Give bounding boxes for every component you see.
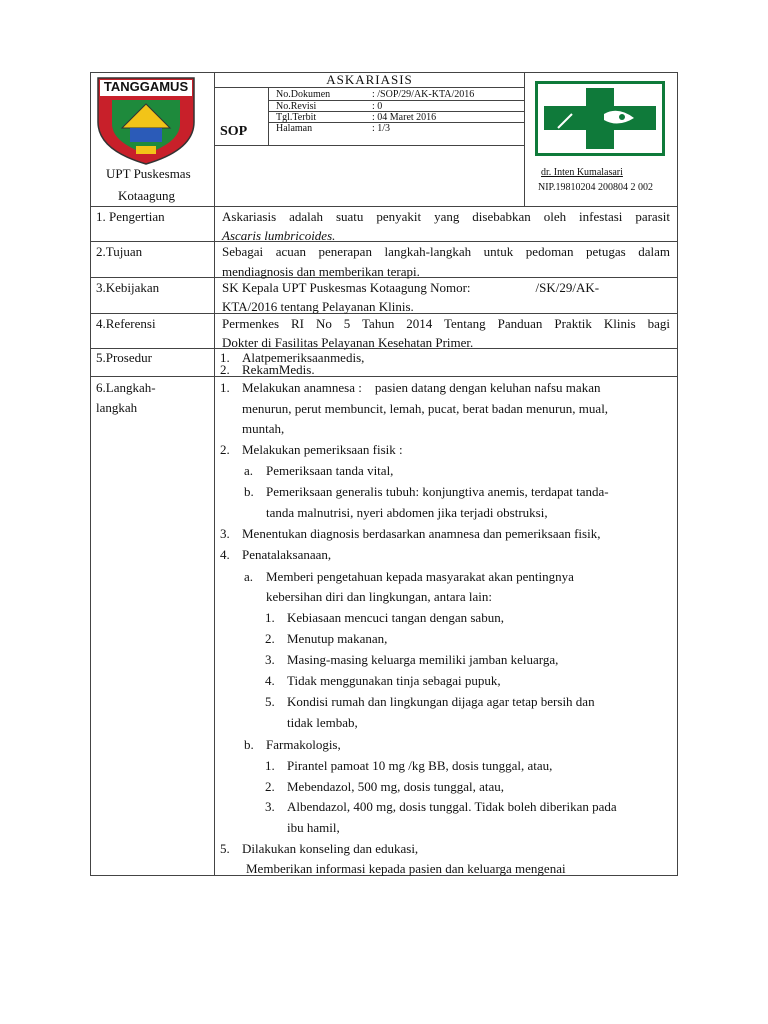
list-marker: 4. bbox=[265, 673, 275, 688]
tujuan-text: Sebagai acuan penerapan langkah-langkah untuk pedoman petugas dalam bbox=[222, 244, 670, 259]
referensi-text: Permenkes RI No 5 Tahun 2014 Tentang Panduan Praktik Klinis bagi bbox=[222, 316, 670, 331]
list-marker: 2. bbox=[265, 631, 275, 646]
meta-value: : 0 bbox=[372, 101, 383, 112]
puskesmas-logo bbox=[535, 81, 665, 156]
meta-label: No.Dokumen bbox=[276, 89, 331, 100]
step-text: Masing-masing keluarga memiliki jamban keluarga, bbox=[287, 652, 559, 667]
list-marker: a. bbox=[244, 569, 254, 584]
step-text: Albendazol, 400 mg, dosis tunggal. Tidak boleh diberikan pada bbox=[287, 799, 617, 814]
list-marker: 1. bbox=[220, 350, 230, 365]
step-text: muntah, bbox=[242, 421, 285, 436]
step-text: Pemeriksaan generalis tubuh: konjungtiva anemis, terdapat tanda- bbox=[266, 484, 609, 499]
org-name-line2: Kotaagung bbox=[118, 188, 176, 203]
meta-label: Tgl.Terbit bbox=[276, 112, 317, 123]
step-text: menurun, perut membuncit, lemah, pucat, berat badan menurun, mual, bbox=[242, 401, 609, 416]
step-text: Melakukan pemeriksaan fisik : bbox=[242, 442, 403, 457]
step-text: Kebiasaan mencuci tangan dengan sabun, bbox=[287, 610, 504, 625]
step-text: Menutup makanan, bbox=[287, 631, 388, 646]
list-marker: 5. bbox=[265, 694, 275, 709]
step-text: Melakukan anamnesa : pasien datang dengan keluhan nafsu makan bbox=[242, 380, 601, 395]
section-label-kebijakan: 3.Kebijakan bbox=[96, 280, 160, 295]
section-label-referensi: 4.Referensi bbox=[96, 316, 156, 331]
list-marker: 5. bbox=[220, 841, 230, 856]
sop-label: SOP bbox=[220, 124, 248, 139]
tujuan-text: mendiagnosis dan memberikan terapi. bbox=[222, 264, 420, 279]
step-text: Mebendazol, 500 mg, dosis tunggal, atau, bbox=[287, 779, 504, 794]
meta-value: : /SOP/29/AK-KTA/2016 bbox=[372, 89, 475, 100]
step-text: Pirantel pamoat 10 mg /kg BB, dosis tunggal, atau, bbox=[287, 758, 553, 773]
kebijakan-text: KTA/2016 tentang Pelayanan Klinis. bbox=[222, 299, 414, 314]
list-marker: 1. bbox=[265, 758, 275, 773]
logo-text: TANGGAMUS bbox=[103, 79, 189, 94]
tanggamus-logo bbox=[94, 76, 198, 166]
pengertian-text: Ascaris lumbricoides. bbox=[222, 228, 336, 243]
step-text: Memberikan informasi kepada pasien dan keluarga mengenai bbox=[246, 861, 566, 876]
meta-value: : 04 Maret 2016 bbox=[372, 112, 437, 123]
list-marker: 3. bbox=[220, 526, 230, 541]
step-text: Kondisi rumah dan lingkungan dijaga agar tetap bersih dan bbox=[287, 694, 595, 709]
section-label-prosedur: 5.Prosedur bbox=[96, 350, 152, 365]
list-marker: 2. bbox=[220, 442, 230, 457]
section-label-tujuan: 2.Tujuan bbox=[96, 244, 143, 259]
document-title: ASKARIASIS bbox=[326, 72, 413, 87]
signatory-nip: NIP.19810204 200804 2 002 bbox=[538, 182, 654, 193]
list-marker: 1. bbox=[220, 380, 230, 395]
step-text: Tidak menggunakan tinja sebagai pupuk, bbox=[287, 673, 501, 688]
org-name-line1: UPT Puskesmas bbox=[106, 166, 191, 181]
list-marker: b. bbox=[244, 484, 254, 499]
meta-value: : 1/3 bbox=[372, 123, 391, 134]
prosedur-item: RekamMedis. bbox=[242, 362, 315, 377]
list-marker: 2. bbox=[265, 779, 275, 794]
meta-label: No.Revisi bbox=[276, 101, 317, 112]
step-text: Pemeriksaan tanda vital, bbox=[266, 463, 394, 478]
step-text: Menentukan diagnosis berdasarkan anamnesa dan pemeriksaan fisik, bbox=[242, 526, 601, 541]
section-label-langkah: 6.Langkah- bbox=[96, 380, 156, 395]
step-text: tidak lembab, bbox=[287, 715, 358, 730]
prosedur-item: Alatpemeriksaanmedis, bbox=[242, 350, 365, 365]
section-label-pengertian: 1. Pengertian bbox=[96, 209, 165, 224]
list-marker: 3. bbox=[265, 652, 275, 667]
list-marker: 4. bbox=[220, 547, 230, 562]
step-text: Penatalaksanaan, bbox=[242, 547, 332, 562]
step-text: ibu hamil, bbox=[287, 820, 340, 835]
meta-label: Halaman bbox=[276, 123, 313, 134]
kebijakan-text: SK Kepala UPT Puskesmas Kotaagung Nomor: /SK/29/AK- bbox=[222, 280, 600, 295]
list-marker: a. bbox=[244, 463, 254, 478]
list-marker: b. bbox=[244, 737, 254, 752]
list-marker: 3. bbox=[265, 799, 275, 814]
step-text: Farmakologis, bbox=[266, 737, 341, 752]
section-label-langkah: langkah bbox=[96, 400, 138, 415]
step-text: kebersihan diri dan lingkungan, antara lain: bbox=[266, 589, 492, 604]
list-marker: 2. bbox=[220, 362, 230, 377]
step-text: Memberi pengetahuan kepada masyarakat akan pentingnya bbox=[266, 569, 574, 584]
step-text: tanda malnutrisi, nyeri abdomen jika terjadi obstruksi, bbox=[266, 505, 548, 520]
list-marker: 1. bbox=[265, 610, 275, 625]
signatory-name: dr. Inten Kumalasari bbox=[541, 167, 623, 178]
referensi-text: Dokter di Fasilitas Pelayanan Kesehatan Primer. bbox=[222, 335, 474, 350]
pengertian-text: Askariasis adalah suatu penyakit yang disebabkan oleh infestasi parasit bbox=[222, 209, 670, 224]
step-text: Dilakukan konseling dan edukasi, bbox=[242, 841, 419, 856]
